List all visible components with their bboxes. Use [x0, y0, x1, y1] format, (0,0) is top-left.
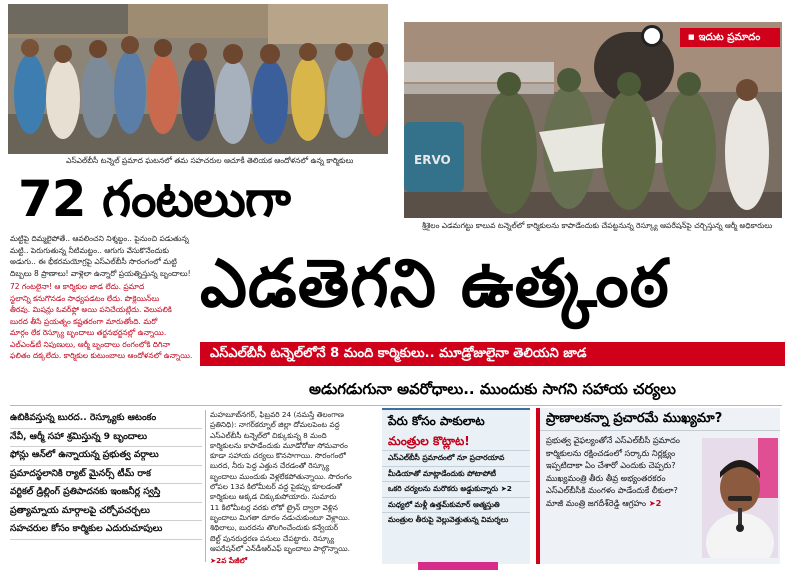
body-line: బురద, నీరు పెద్ద ఎత్తున చేరడంతో రెస్క్యూ	[210, 461, 330, 471]
body-line: కార్మికులు అక్కడ చిక్కుకుపోయారు. సుమారు	[210, 492, 337, 502]
body-line: కార్మికులను కాపాడేందుకు మూడోరోజు సోమవారం	[210, 440, 348, 450]
divider	[10, 405, 782, 406]
body-line: కూడా సహాయ చర్యలు కొనసాగాయి. సొరంగంలో	[210, 451, 346, 461]
subhead-black: అడుగడుగునా అవరోధాలు.. ముందుకు సాగని సహాయ చర్యలు	[309, 380, 676, 398]
bullet-item: ఫోన్లు ఆన్‌లో ఉన్నాయన్న ప్రభుత్వ వర్గాలు	[10, 447, 202, 466]
right-column-pointer[interactable]: ➤2	[648, 497, 662, 508]
intro-line: మట్టి.. పెరుగుతున్న నీటిమట్టం.. ఆగుగు వేసుకొనేందుకు	[10, 245, 170, 255]
body-line: ప్రతినిధి): నాగర్‌కర్నూల్ జిల్లా దోమలపెంట వద్ద	[210, 420, 340, 430]
body-line: ఎస్‌ఎల్‌బీసీ టన్నెల్‌లో చిక్కుకున్న 8 మంది	[210, 430, 327, 440]
right-column-title: ప్రాణాలకన్నా ప్రచారమే ముఖ్యమా?	[540, 408, 780, 431]
photo-army-caption	[422, 221, 780, 231]
body-line: లోపల 13వ కిలోమీటర్ వద్ద పైకప్పు కూలడంతో	[210, 482, 343, 492]
body-line: బృందాలు ముందుకు వెళ్లలేకపోతున్నాయి. సొరంగం	[210, 471, 352, 481]
section-tag: ■ ఇదుట ప్రమాదం	[680, 28, 780, 47]
continued-link[interactable]: ➤2వ పేజీలో	[210, 556, 247, 566]
right-column-line	[546, 497, 702, 510]
body-line: 11 కిలోమీటర్ల వరకు లోకో ట్రైన్ ద్వారా వెళ్లిన	[210, 502, 338, 512]
right-column-text	[546, 434, 702, 509]
body-line: శిథిలాలు, బురదను తొలగించేందుకు కన్వేయర్	[210, 523, 339, 533]
headline-line-2: ఎడతెగని ఉత్కంఠ	[200, 245, 670, 322]
side-box-item[interactable]: ఒకరి చర్యలను మరొకరు అడ్డుకున్నారు ➤2	[382, 481, 530, 497]
side-box-title-2: మంత్రుల కొట్లాట!	[388, 434, 470, 448]
right-column-line: కార్మికులను రక్షించడంలో సర్కారు నిర్లక్ష్యం	[546, 447, 676, 458]
intro-red-line: స్థలాన్ని కనుగొనడం సాధ్యపడటం లేదు. పొక్లెయిన్‌లు	[10, 293, 160, 303]
divider	[205, 410, 206, 562]
body-line: మహబూబ్‌నగర్, ఫిబ్రవరి 24 (నమస్తే తెలంగాణ	[210, 410, 344, 419]
headline-line-1: 72 గంటలుగా	[18, 170, 290, 228]
side-box	[382, 408, 530, 564]
section-tag-circle-icon	[641, 25, 663, 47]
photo-workers-caption	[66, 156, 386, 166]
right-column-line: ఎస్‌ఎల్‌బీసీకి మంగళం పాడేందుకే లీకులా?	[546, 485, 678, 495]
side-box-item: ఎస్‌ఎల్‌బీసీ ప్రమాదంలో నూ ప్రచారయావ	[382, 450, 530, 466]
intro-red-line: ఫలితం దక్కలేదు. కార్మికుల కుటుంబాలు ఆందోళనలో ఉన్నాయి.	[10, 351, 192, 360]
bullet-list	[10, 410, 202, 540]
side-box-item: మధ్యలో మళ్లీ ఉత్తమ్‌కుమార్ ఆత్మస్తుతి	[382, 497, 530, 513]
caption-text: శ్రీశైలం ఎడమగట్టు కాలువ టన్నెల్‌లో కార్మికులను కాపాడేందుకు చేపట్టనున్న రెస్క్యూ ఆపరేషన్‌పై చర్చిస్తున్న ఆర్మీ అధికారులు	[422, 221, 773, 230]
bullet-item: ప్రత్యామ్నాయ మార్గాలపై చర్చోపచర్చలు	[10, 503, 202, 522]
intro-black	[10, 234, 192, 279]
photo-army-officers	[404, 22, 782, 218]
side-box-item: మీడియాతో మాట్లాడేందుకు పోటాపోటీ	[382, 466, 530, 482]
right-column-line: ముఖ్యమంత్రి తీరు తీవ్ర అభ్యంతరకరం	[546, 472, 666, 483]
intro-column	[10, 234, 192, 363]
tank-label: ERVO	[414, 153, 451, 167]
side-box-title-1: పేరు కోసం పాకులాట	[388, 414, 485, 428]
body-column	[210, 410, 376, 566]
bullet-item: వర్టికల్ డ్రిల్లింగ్ ప్రతిపాదనకు ఇంజనీర్ల స్వస్తి	[10, 484, 202, 503]
intro-red-line: ఎల్‌ఎండ్‌టీ నిపుణులు, ఆర్మీ బృందాలు రంగంలోకి దిగినా	[10, 339, 171, 349]
right-column-line: ప్రభుత్వ వైఫల్యంతోనే ఎస్‌ఎల్‌బీసీ ప్రమాదం	[546, 435, 680, 445]
subhead-red: ఎస్‌ఎల్‌బీసీ టన్నెల్‌లోనే 8 మంది కార్మికులు.. మూడ్రోజులైనా తెలియని జాడ	[200, 342, 785, 366]
intro-line: మట్టిపై దిమ్మలైపోతే.. ఆవలించని నిశ్శబ్దం.. పైనుంచి పడుతున్న	[10, 234, 189, 243]
pink-strip	[418, 562, 498, 570]
intro-line: అడుగు.. ఈ భీకరమయోగ్రపై ఎస్‌ఎల్‌బీసీ సొరంగంలో మట్టి	[10, 257, 177, 266]
bullet-item: ఉబికివస్తున్న బురద.. రెస్క్యూకు ఆటంకం	[10, 410, 202, 429]
bullet-item: నేవీ, ఆర్మీ సహా శ్రమిస్తున్న 9 బృందాలు	[10, 429, 202, 448]
intro-red-line: 72 గంటలైనా! ఆ కార్మికుల జాడ లేదు. ప్రమాద	[10, 282, 145, 291]
side-box-item: మంత్రుల తీరుపై వెల్లువెత్తుతున్న విమర్శలు	[382, 512, 530, 528]
right-column	[536, 408, 780, 564]
photo-workers	[8, 4, 388, 154]
bullet-item: సహచరుల కోసం కార్మికుల ఎదురుచూపులు	[10, 521, 202, 540]
intro-red-line: మార్గం లేక రెస్క్యూ బృందాలు తర్జనభర్జనల్లో ఉన్నాయి.	[10, 328, 167, 337]
body-line: ఆపరేషన్‌లో ఎన్‌డీఆర్‌ఎఫ్ బృందాలు పాల్గొన్నాయి.	[210, 543, 350, 553]
intro-line: దిబ్బలు 8 ప్రాణాలు! వాళ్లెలా ఉన్నారో ప్రయత్నిస్తున్న బృందాలు!	[10, 268, 191, 278]
right-column-line: ఇప్పటిదాకా ఏం చేశారో ఎందుకు చెప్పరు?	[546, 460, 676, 470]
intro-red	[10, 282, 192, 362]
intro-red-line: బురద తీసే ప్రయత్నం కష్టతరంగా మారుతోంది. మరో	[10, 316, 158, 326]
bullet-item: ప్రమాదస్థలానికి ర్యాట్ మైనర్స్ టీమ్ రాక	[10, 466, 202, 485]
body-line: బెల్ట్ పునరుద్ధరణ పనులు చేపట్టారు. రెస్క్యూ	[210, 533, 335, 543]
caption-text: ఎస్‌ఎల్‌బీసీ టన్నెల్ ప్రమాద ఘటనలో తమ సహచరుల ఆచూకీ తెలియక ఆందోళనలో ఉన్న కార్మికులు	[66, 156, 354, 165]
intro-red-line: తీరవు. మిషన్లు ఓవర్‌ఫ్లో అయి పనిచేయట్లేదు. వెలుపలికి	[10, 305, 172, 314]
right-column-line-text: మాజీ మంత్రి జగదీశ్‌రెడ్డి ఆగ్రహం	[546, 497, 647, 508]
portrait-photo	[702, 438, 778, 558]
body-line: బృందాలు మిగతా దూరం నడుచుకుంటూ వెళ్లాయి.	[210, 512, 351, 522]
